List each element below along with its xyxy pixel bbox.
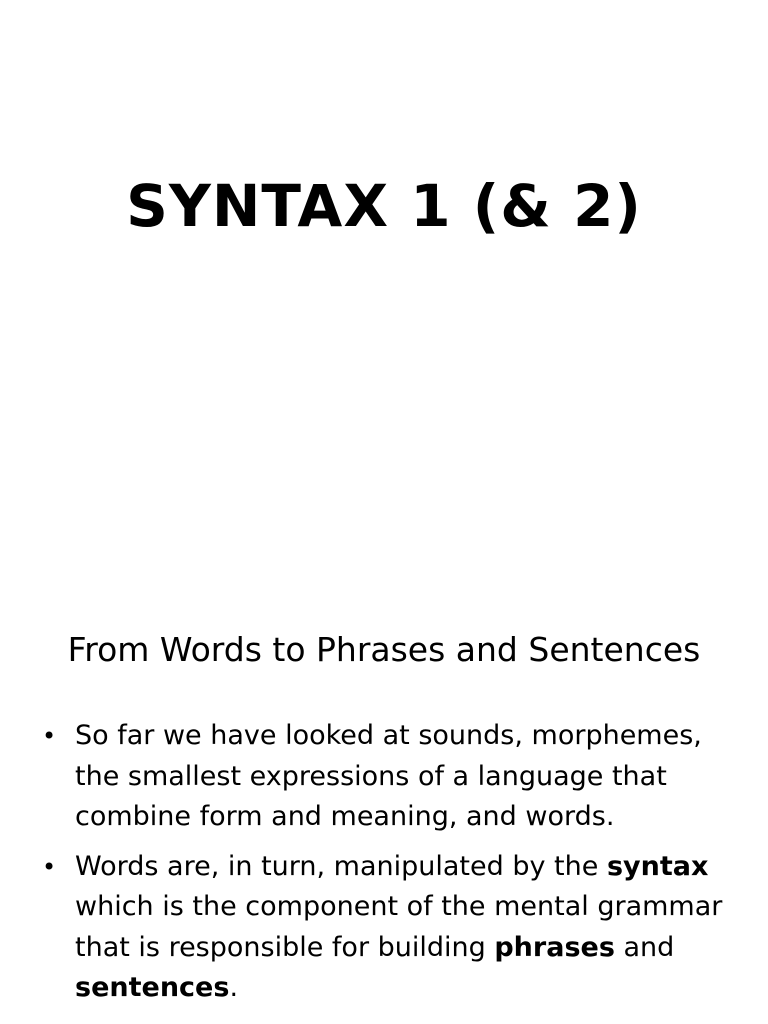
bullet-text-part: . [229,972,239,1003]
bullet-text-part: and [614,931,675,963]
bullet-text: So far we have looked at sounds, morphemes, the smallest expressions of a language that combine form and meaning, and words. [75,720,702,832]
slide-title: SYNTAX 1 (& 2) [126,172,642,240]
key-term-phrases: phrases [494,931,615,963]
bullet-item [42,716,732,838]
section-heading: From Words to Phrases and Sentences [67,630,701,669]
bullet-text-part: Words are, in turn, manipulated by the [75,850,607,882]
bullet-list [42,716,732,1018]
bullet-text-part: which is the component of the mental grammar that is responsible for building [75,891,723,963]
bullet-marker: • [42,852,57,881]
bullet-item [42,847,732,1009]
key-term-syntax: syntax [606,850,709,882]
bullet-marker: • [42,722,57,750]
key-term-sentences: sentences [75,972,230,1003]
